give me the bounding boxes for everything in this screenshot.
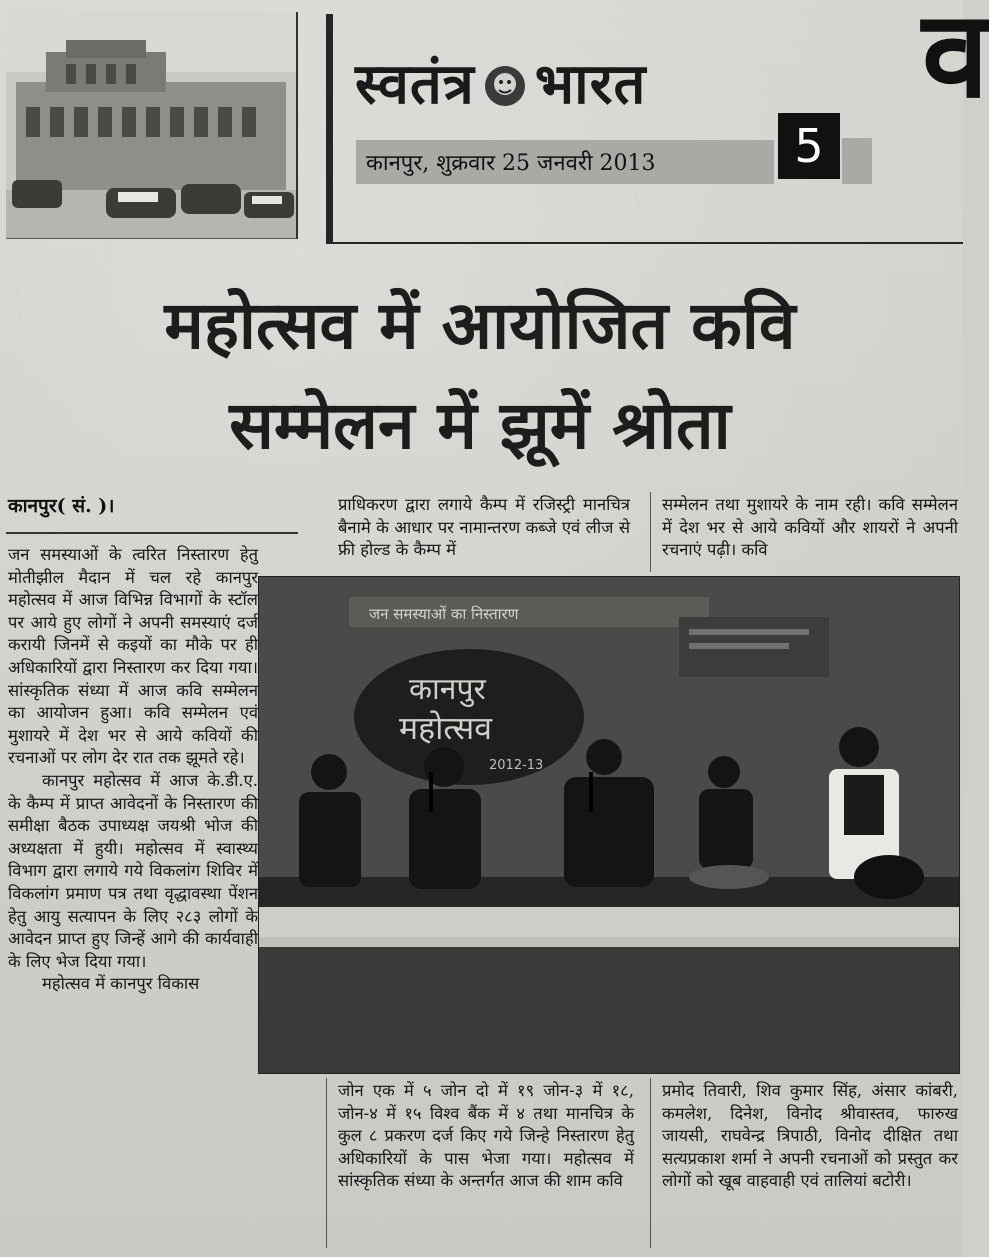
left-para-3: महोत्सव में कानपुर विकास [42, 974, 200, 994]
backdrop-banner: जन समस्याओं का निस्तारण [369, 605, 519, 623]
title-left: स्वतंत्र [355, 51, 475, 117]
column-divider [650, 1078, 651, 1248]
page-number: 5 [778, 113, 840, 179]
masthead-photo [6, 12, 298, 239]
middle-column-top: प्राधिकरण द्वारा लगाये कैम्प में रजिस्ट्री मानचित्र बैनामे के आधार पर नामान्तरण कब्जे एवं लीज से फ्री होल्ड के कैम्प में [338, 495, 630, 560]
title-right: भारत [534, 51, 647, 117]
dateline: कानपुर, शुक्रवार 25 जनवरी 2013 [356, 140, 774, 184]
logo-line-2: महोत्सव [399, 709, 492, 747]
right-column-bottom: प्रमोद तिवारी, शिव कुमार सिंह, अंसार कांबरी, कमलेश, दिनेश, विनोद श्रीवास्तव, फारुख जायसी, राघवेन्द्र त्रिपाठी, विनोद दीक्षित तथा सत्यप्रकाश शर्मा ने अपनी रचनाओं को प्रस्तुत कर लोगों को खूब वाहवाही एवं तालियां बटोरी। [662, 1081, 958, 1191]
left-para-2: कानपुर महोत्सव में आज के.डी.ए. के कैम्प में प्राप्त आवेदनों के निस्तारण की समीक्षा बैठक उपाध्यक्ष जयश्री भोज की अध्यक्षता में हुयी। महोत्सव में स्वास्थ्य विभाग द्वारा लगाये गये विकलांग शिविर में विकलांग प्रमाण पत्र तथा वृद्धावस्था पेंशन हेतु आयु सत्यापन के लिए २८३ लोगों के आवेदन प्राप्त हुए जिन्हें आगे की कार्यवाही के लिए भेज दिया गया। [8, 770, 258, 971]
lion-emblem-icon [481, 58, 529, 106]
byline: कानपुर( सं. )। [8, 495, 115, 517]
page-number-shade [842, 138, 872, 184]
headline-line-1: महोत्सव में आयोजित कवि [164, 287, 796, 364]
byline-rule [6, 532, 298, 534]
article-headline [30, 276, 930, 476]
headline-line-2: सम्मेलन में झूमें श्रोता [229, 387, 731, 464]
masthead-vertical-rule [326, 14, 333, 244]
logo-year: 2012-13 [489, 758, 544, 773]
middle-column-bottom: जोन एक में ५ जोन दो में १९ जोन-३ में १८, जोन-४ में १५ विश्व बैंक में ४ तथा मानचित्र के कुल ८ प्रकरण दर्ज किए गये जिन्हे निस्तारण हेतु अधिकारियों के पास भेजा गया। महोत्सव में सांस्कृतिक संध्या के अन्तर्गत आज की शाम कवि [338, 1081, 634, 1191]
masthead-bottom-rule [326, 242, 963, 244]
newspaper-title [355, 42, 775, 122]
right-column-top: सम्मेलन तथा मुशायरे के नाम रही। कवि सम्मेलन में देश भर से आये कवियों और शायरों ने अपनी रचनाएं पढ़ी। कवि [662, 495, 958, 560]
column-divider [326, 1078, 327, 1248]
event-photo [258, 576, 960, 1074]
left-para-1: जन समस्याओं के त्वरित निस्तारण हेतु मोतीझील मैदान में चल रहे कानपुर महोत्सव में आज विभिन्न विभागों के स्टॉल पर आये हुए लोगों ने अपनी समस्याएं दर्ज करायी जिनमें से कइयों का मौके पर ही अधिकारियों द्वारा निस्तारण कर दिया गया। सांस्कृतिक संध्या में आज कवि सम्मेलन का आयोजन हुआ। कवि सम्मेलन एवं मुशायरे में देश भर से आये कवियों की रचनाओं पर लोग देर रात तक झूमते रहे। [8, 545, 258, 768]
logo-line-1: कानपुर [409, 672, 486, 707]
column-divider [650, 492, 651, 572]
cropped-adjacent-headline: व [922, 0, 989, 125]
